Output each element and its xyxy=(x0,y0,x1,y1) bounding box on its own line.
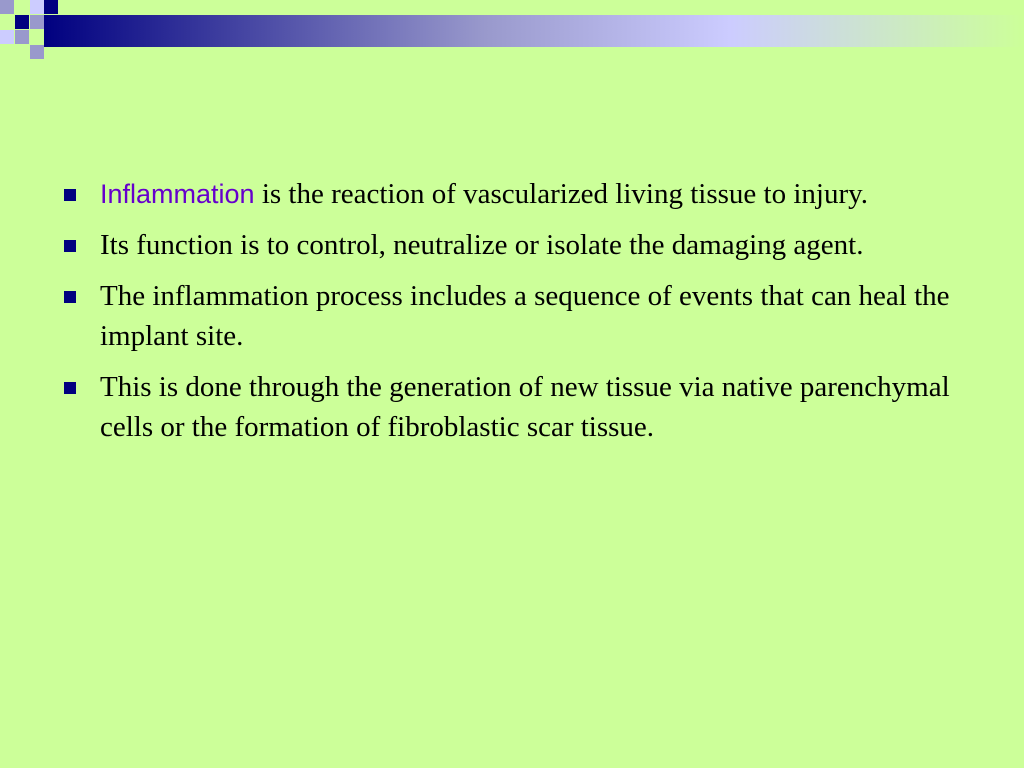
square-bullet-icon xyxy=(64,382,76,394)
corner-square-light-bottom xyxy=(30,45,44,59)
corner-square-navy-small xyxy=(44,0,58,14)
square-bullet-icon xyxy=(64,189,76,201)
corner-square-lavender-bottom xyxy=(15,30,29,44)
bullet-list xyxy=(62,174,962,458)
highlighted-term: Inflammation xyxy=(100,179,255,209)
corner-square-lavender-right xyxy=(30,15,44,29)
bullet-text: Its function is to control, neutralize or isolate the damaging agent. xyxy=(100,229,864,261)
corner-square-light-left xyxy=(0,30,14,44)
bullet-item-1 xyxy=(62,174,962,214)
corner-square-lavender-top xyxy=(0,0,14,14)
bullet-text: The inflammation process includes a sequence of events that can heal the implant site. xyxy=(100,280,950,352)
corner-square-light-top xyxy=(30,0,44,14)
bullet-item-3 xyxy=(62,276,962,356)
bullet-item-4 xyxy=(62,367,962,447)
square-bullet-icon xyxy=(64,291,76,303)
bullet-text: This is done through the generation of new tissue via native parenchymal cells or the formation of fibroblastic scar tissue. xyxy=(100,371,950,443)
corner-square-navy xyxy=(15,15,29,29)
bullet-text: is the reaction of vascularized living tissue to injury. xyxy=(254,178,868,210)
header-gradient-bar xyxy=(44,15,1024,47)
square-bullet-icon xyxy=(64,240,76,252)
bullet-item-2 xyxy=(62,225,962,265)
